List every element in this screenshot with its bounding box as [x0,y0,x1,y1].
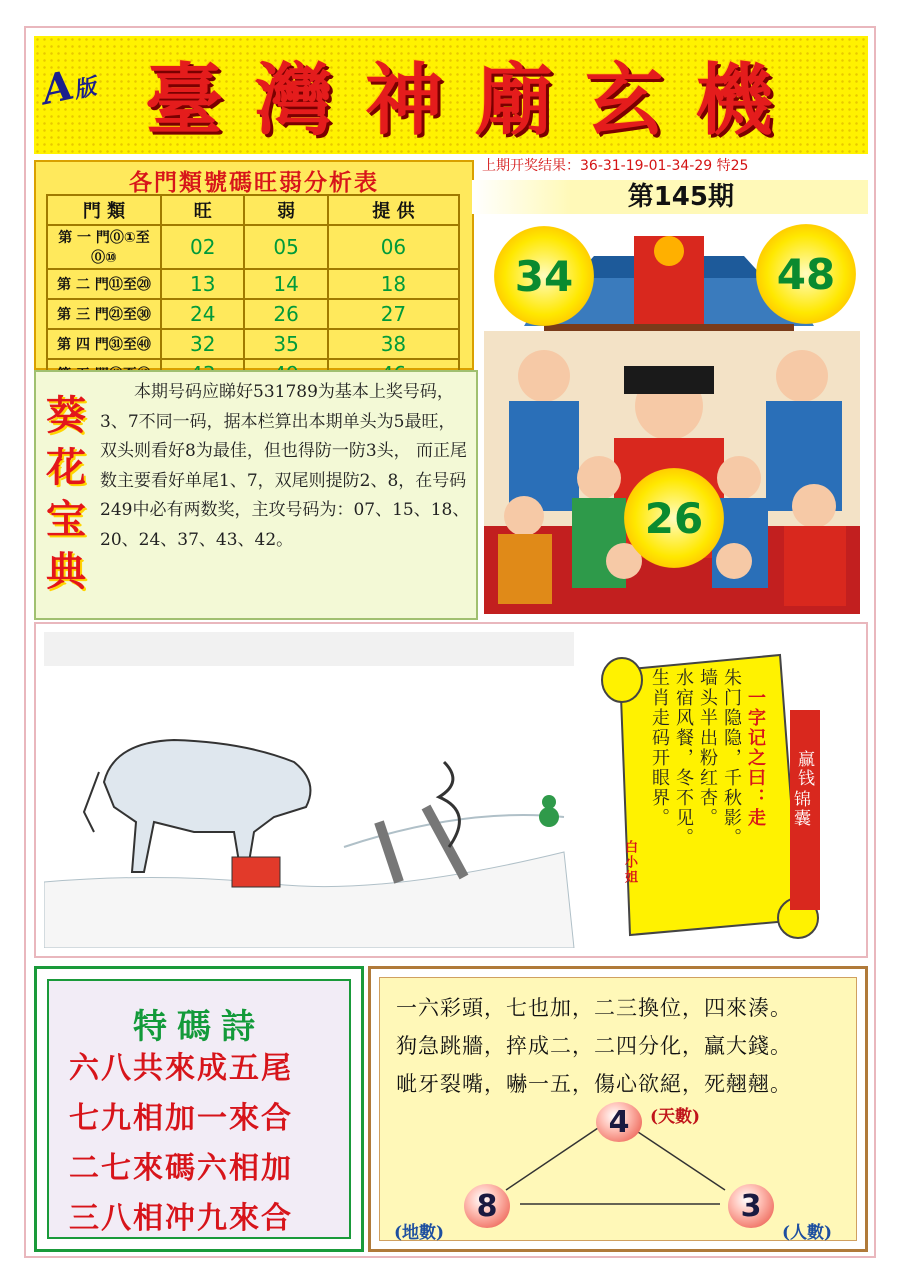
edition-badge: A版 [37,61,99,115]
title-char: 玄 [585,55,664,146]
title-char: 灣 [255,55,334,146]
te-poem-line: 七九相加一來合 [69,1101,293,1136]
wang-cell: 02 [161,225,244,269]
column-header: 旺 [161,195,244,225]
temple-illustration [484,216,860,614]
scroll-line: 水宿风餐，冬不见。 [673,668,694,848]
kuihua-panel [34,370,478,620]
ren-number-ball: 3 [728,1184,774,1228]
ti-cell: 06 [328,225,459,269]
analysis-table [46,194,460,390]
te-poem-line: 六八共來成五尾 [69,1051,293,1086]
column-header: 門 類 [47,195,161,225]
wang-cell: 13 [161,269,244,299]
ruo-cell: 26 [244,299,327,329]
table-row [47,299,459,329]
page-title [145,44,773,144]
door-cell: 第 三 門㉑至㉚ [47,299,161,329]
scroll-line: 墙头半出粉红杏。 [697,668,718,828]
ruo-cell: 35 [244,329,327,359]
column-header: 弱 [244,195,327,225]
number-ball: 26 [624,468,724,568]
ren-label: (人數) [782,1223,833,1243]
last-result: 上期开奖结果：36-31-19-01-34-29 特25 [482,158,749,174]
scroll-line: 朱门隐隐，千秋影。 [721,668,742,848]
scroll-heading: 一字记之曰：走 [745,688,766,828]
wang-cell: 24 [161,299,244,329]
boar-illustration [44,632,584,948]
door-cell: 第 一 門⓪①至⓪⑩ [47,225,161,269]
ti-cell: 38 [328,329,459,359]
door-cell: 第 四 門㉛至㊵ [47,329,161,359]
scroll-line: 生肖走码开眼界。 [649,668,670,828]
ruo-cell: 14 [244,269,327,299]
riddle-line: 狗急跳牆，捽成二，二四分化，贏大錢。 [396,1034,792,1058]
te-poem-line: 三八相冲九來合 [69,1201,293,1236]
table-row [47,269,459,299]
tian-number-ball: 4 [596,1102,642,1142]
door-cell: 第 二 門⑪至⑳ [47,269,161,299]
riddle-panel [368,966,868,1252]
table-header-row [47,195,459,225]
tian-label: (天數) [650,1107,701,1127]
wang-cell: 32 [161,329,244,359]
kuihua-title-char: 典 [46,548,86,595]
te-poem-line: 二七來碼六相加 [69,1151,293,1186]
te-poem-inner [47,979,351,1239]
table-row [47,225,459,269]
scroll-author: 白小姐 [622,840,637,885]
issue-number: 第145期 [472,180,868,214]
title-char: 廟 [475,55,554,146]
kuihua-title-char: 花 [46,444,86,491]
riddle-inner [379,977,857,1241]
te-poem-title: 特碼詩 [133,1007,265,1047]
table-row [47,329,459,359]
title-char: 機 [695,55,774,146]
te-poem-panel [34,966,364,1252]
analysis-table-panel [34,160,474,370]
ti-cell: 18 [328,269,459,299]
ruo-cell: 05 [244,225,327,269]
analysis-title: 各門類號碼旺弱分析表 [129,170,379,196]
title-char: 神 [365,55,444,146]
riddle-line: 一六彩頭，七也加，二三換位，四來湊。 [396,996,792,1020]
kuihua-text: 本期号码应睇好531789为基本上奖号码，3、7不同一码，据本栏算出本期单头为5最旺，双头则看好8为最佳，但也得防一防3头， 而正尾数主要看好单尾1、7，双尾则提防2、8，在号码249中必有两数奖，主攻号码为：07、15、18、20、24、37、43、42。 [100,382,470,550]
poem-scroll [600,650,820,940]
banner-ying-qian: 赢钱 [794,750,814,788]
title-char: 臺 [145,55,224,146]
banner-jin-nang: 锦囊 [790,790,810,828]
kuihua-title-char: 宝 [46,496,86,543]
riddle-line: 呲牙裂嘴，嚇一五，傷心欲絕，死翹翹。 [396,1072,792,1096]
number-ball: 34 [494,226,594,326]
kuihua-title [40,390,92,598]
di-number-ball: 8 [464,1184,510,1228]
number-ball: 48 [756,224,856,324]
ti-cell: 27 [328,299,459,329]
kuihua-title-char: 葵 [46,392,86,439]
di-label: (地數) [394,1223,445,1243]
column-header: 提 供 [328,195,459,225]
